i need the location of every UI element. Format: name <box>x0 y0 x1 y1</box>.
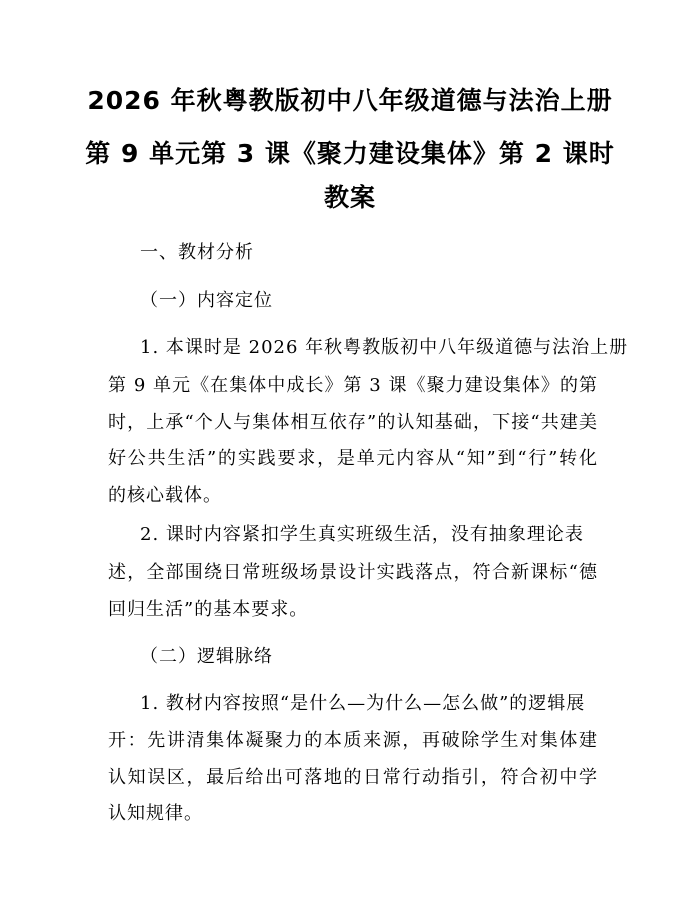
document-title-line-2: 第 9 单元第 3 课《聚力建设集体》第 2 课时 <box>85 139 615 168</box>
paragraph-2-line-1: 2. 课时内容紧扣学生真实班级生活，没有抽象理论表 <box>140 524 584 545</box>
document-title-line-3: 教案 <box>323 183 376 212</box>
subsection-heading-content-positioning: （一）内容定位 <box>140 290 273 311</box>
paragraph-3-line-3: 认知误区，最后给出可落地的日常行动指引，符合初中学 <box>108 767 598 788</box>
paragraph-3-line-4: 认知规律。 <box>108 803 203 824</box>
subsection-heading-logic-thread: （二）逻辑脉络 <box>140 646 273 667</box>
paragraph-3-line-2: 开：先讲清集体凝聚力的本质来源，再破除学生对集体建 <box>108 730 598 751</box>
section-heading-materials-analysis: 一、教材分析 <box>140 242 254 263</box>
paragraph-2-line-3: 回归生活”的基本要求。 <box>108 599 309 620</box>
paragraph-3-line-1: 1. 教材内容按照“是什么—为什么—怎么做”的逻辑展 <box>140 693 586 714</box>
paragraph-2-line-2: 述，全部围绕日常班级场景设计实践落点，符合新课标“德 <box>108 562 598 583</box>
paragraph-1-line-4: 好公共生活”的实践要求，是单元内容从“知”到“行”转化 <box>108 448 598 469</box>
paragraph-1-line-5: 的核心载体。 <box>108 485 222 506</box>
paragraph-1-line-2: 第 9 单元《在集体中成长》第 3 课《聚力建设集体》的第 <box>108 375 598 396</box>
paragraph-1-line-1: 1. 本课时是 2026 年秋粤教版初中八年级道德与法治上册 <box>140 337 629 358</box>
paragraph-1-line-3: 时，上承“个人与集体相互依存”的认知基础，下接“共建美 <box>108 412 598 433</box>
document-title-line-1: 2026 年秋粤教版初中八年级道德与法治上册 <box>87 86 613 115</box>
